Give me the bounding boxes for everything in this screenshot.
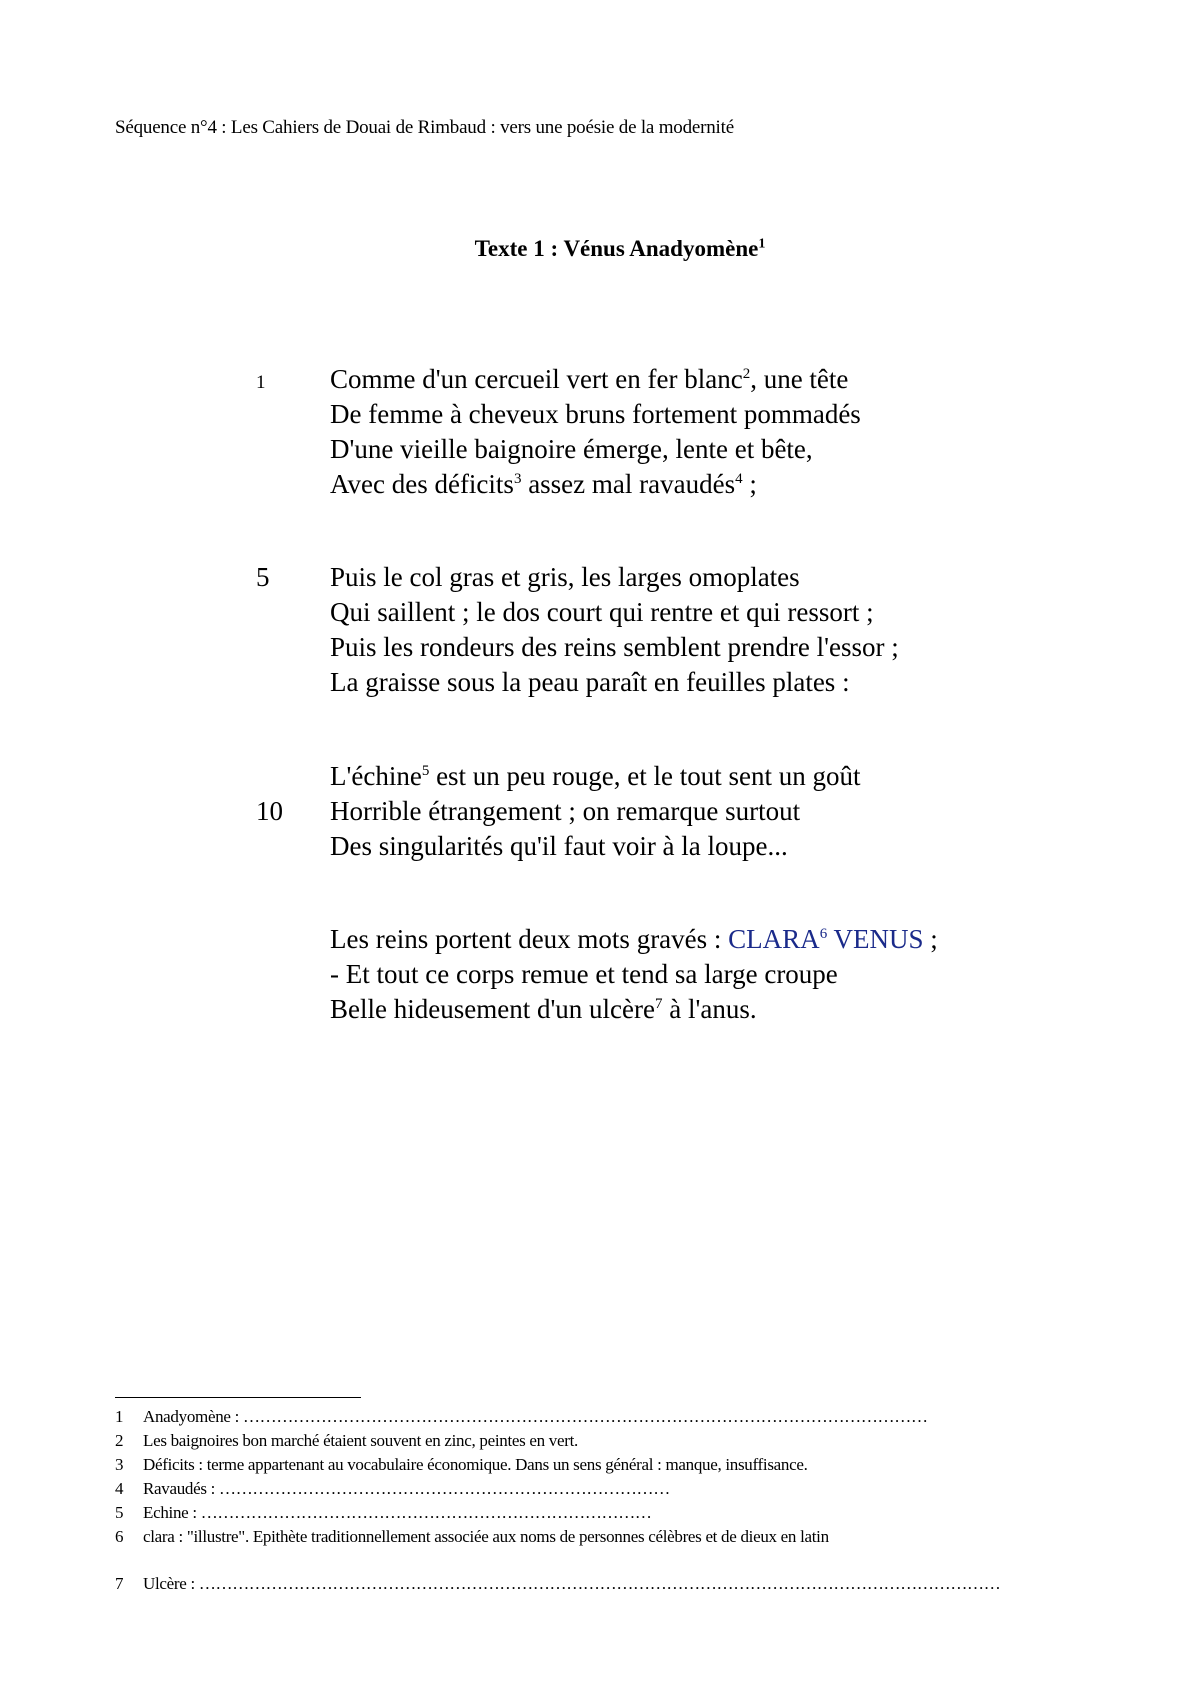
footnote: 4 Ravaudés : ……………………………………………………………………… [115,1479,670,1498]
line-number-5: 5 [256,562,270,592]
footnote-divider [115,1397,361,1398]
footnote: 1 Anadyomène : …………………………………………………………………………………………………………… [115,1407,928,1426]
verse-line: Puis les rondeurs des reins semblent prendre l'essor ; [330,632,899,662]
footnote-ref: 5 [421,763,430,779]
footnote-ref: 6 [819,926,828,942]
footnote: 3 Déficits : terme appartenant au vocabulaire économique. Dans un sens général : manque, insuffisance. [115,1455,808,1474]
verse-line: D'une vieille baignoire émerge, lente et bête, [330,434,813,464]
footnote-ref: 3 [513,471,522,487]
verse-line: De femme à cheveux bruns fortement pommadés [330,399,861,429]
verse-line: Comme d'un cercueil vert en fer blanc$^2$, une tête [330,364,849,394]
poem-title-text: Texte 1 : Vénus Anadyomène [474,236,759,261]
clara-venus-inscription: CLARA$^6$ VENUS [728,924,924,954]
verse-line: Qui saillent ; le dos court qui rentre et qui ressort ; [330,597,874,627]
verse-line: - Et tout ce corps remue et tend sa large croupe [330,959,838,989]
verse-line: Avec des déficits$^3$ assez mal ravaudés$^4$ ; [330,469,757,499]
verse-line: Horrible étrangement ; on remarque surtout [330,796,801,826]
footnote: 6 clara : "illustre". Epithète traditionnellement associée aux noms de personnes célèbres et de dieux en latin [115,1527,829,1546]
footnote: 7 Ulcère : ……………………………………………………………………………………………………………………………… [115,1574,1001,1593]
verse-line: Des singularités qu'il faut voir à la loupe... [330,831,788,861]
verse-line: Puis le col gras et gris, les larges omoplates [330,562,800,592]
poem-title [0,236,1200,262]
verse-line: L'échine$^5$ est un peu rouge, et le tout sent un goût [330,761,861,791]
line-number-1: 1 [256,372,266,393]
title-footnote-ref: 1 [758,236,766,252]
footnote: 2 Les baignoires bon marché étaient souvent en zinc, peintes en vert. [115,1431,578,1450]
verse-line: Les reins portent deux mots gravés : CLARA$^6$ VENUS ; [330,924,938,954]
footnote-ref: 2 [742,366,751,382]
footnote-ref: 7 [655,996,663,1012]
verse-line: Belle hideusement d'un ulcère$^7$ à l'anus. [330,994,757,1024]
line-number-10: 10 [256,796,283,826]
footnote: 5 Echine : ……………………………………………………………………… [115,1503,652,1522]
footnote-ref: 4 [735,471,743,487]
verse-line: La graisse sous la peau paraît en feuilles plates : [330,667,850,697]
page-header: Séquence n°4 : Les Cahiers de Douai de Rimbaud : vers une poésie de la modernité [115,117,734,138]
